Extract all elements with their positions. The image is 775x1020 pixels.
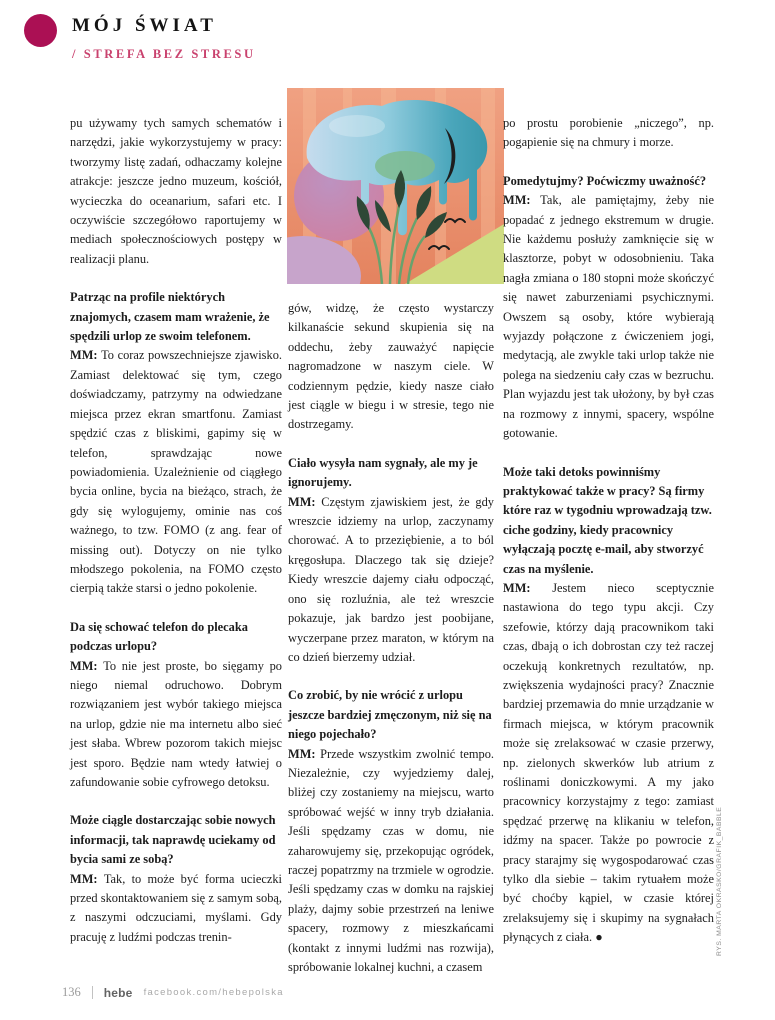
question-paragraph: Może ciągle dostarczając sobie nowych informacji, tak naprawdę uciekamy od bycia sami ze sobą? [70,813,276,867]
question-paragraph: Co zrobić, by nie wrócić z urlopu jeszcze bardziej zmęczonym, niż się na niego pojechało? [288,688,492,742]
footer-divider [92,986,93,999]
speaker-prefix: MM: [70,871,104,886]
answer-paragraph: MM: Jestem nieco sceptycznie nastawiona do tego typu akcji. Czy szefowie, którzy dają pracownikom taki czas, dbają o ich dobrostan czy też raczej oczekują konkretnych rezultatów, np. zwiększenia wydajności pracy? Znacznie bardziej przemawia do mnie urządzanie w firmach miejsca, w którym pracownik może się zrelaksować w czasie przerwy, np. zielonych skwerków lub atrium z roślinami doniczkowymi. A my jako pracownicy korzystajmy z tego: zamiast spędzać przerwę na klikaniu w telefon, idźmy na spacer. Także po powrocie z pracy starajmy się wygospodarować czas tylko dla siebie – takim rytuałem może być choćby kąpiel, w czasie której zrelaksujemy się i skupimy na sygnałach płynących z ciała. ● [503,580,714,945]
speaker-prefix: MM: [503,580,553,595]
plain-paragraph: po prostu porobienie „niczego”, np. pogapienie się na chmury i morze. [503,116,714,150]
answer-paragraph: MM: Przede wszystkim zwolnić tempo. Niezależnie, czy wyjedziemy dalej, bliżej czy zostaniemy na miejscu, warto spróbować wejść w inny tryb działania. Jeśli spędzamy czas w domu, nie zaharowujemy się, przekopując ogródek, raczej popatrzmy na trzmiele w ogrodzie. Jeśli spędzamy czas w domku na rajskiej plaży, dajmy sobie przestrzeń na leniwe spacery, rozmowy z mieszkańcami (kontakt z innymi ludźmi nas rozwija), spróbowanie lokalnej kuchni, a czasem [288,746,494,974]
section-dot-icon [24,14,57,47]
plain-paragraph: gów, widzę, że często wystarczy kilkanaście sekund skupienia się na oddechu, żeby zauważyć napięcie nagromadzone w naszym ciele. W codziennym pędzie, kiedy nasze ciało jest ciągle w biegu i w stresie, tego nie dostrzegamy. [288,301,494,432]
speaker-prefix: MM: [288,746,321,761]
answer-paragraph: MM: Tak, to może być forma ucieczki przed skontaktowaniem się z samym sobą, z naszymi odczuciami, myślami. Gdy pracuję z ludźmi podczas trenin- [70,871,282,944]
article-illustration [287,88,504,284]
text-column-3 [503,114,714,948]
page-footer [62,985,284,1000]
question-paragraph: Pomedytujmy? Poćwiczmy uważność? [503,173,707,188]
speaker-prefix: MM: [288,494,322,509]
abstract-illustration-graphic [287,88,504,284]
page-number: 136 [62,985,81,999]
facebook-url: facebook.com/hebepolska [143,987,284,998]
section-title: MÓJ ŚWIAT [72,15,217,36]
section-subtitle: / STREFA BEZ STRESU [72,47,256,61]
text-column-2 [288,299,494,977]
speaker-prefix: MM: [70,348,102,363]
question-paragraph: Patrząc na profile niektórych znajomych, czasem mam wrażenie, że spędzili urlop ze swoim telefonem. [70,290,270,344]
answer-paragraph: MM: Częstym zjawiskiem jest, że gdy wreszcie idziemy na urlop, zaczynamy chorować. A to przeziębienie, a to ból kręgosłupa. Dlaczego tak się dzieje? Kiedy wreszcie dajemy ciału odpocząć, ono się rozluźnia, ale też wreszcie pokazuje, jak bardzo jest poobijane, wyczerpane przez maraton, w którym na co dzień bierzemy udział. [288,494,494,664]
illustration-credit: RYS. MARTA OKRASKO/GRAFIK_BABBLE [716,806,723,956]
speaker-prefix: MM: [503,193,541,208]
question-paragraph: Da się schować telefon do plecaka podczas urlopu? [70,619,248,654]
speaker-prefix: MM: [70,658,104,673]
question-paragraph: Może taki detoks powinniśmy praktykować także w pracy? Są firmy które raz w tygodniu wprowadzają tzw. ciche godziny, kiedy pracownicy wyłączają pocztę e-mail, aby stworzyć czas na myślenie. [503,464,712,576]
answer-paragraph: MM: To nie jest proste, bo sięgamy po niego niemal odruchowo. Dobrym rozwiązaniem jest wybór takiego miejsca na urlop, gdzie nie ma internetu albo sieć jest słaba. Wbrew pozorom takich miejsc jest sporo. Będzie nam wtedy łatwiej o zafundowanie sobie cyfrowego detoksu. [70,658,282,789]
answer-paragraph: MM: To coraz powszechniejsze zjawisko. Zamiast delektować się tym, czego doświadczamy, patrzymy na odwiedzane miejsca przez ekran smartfonu. Zamiast spędzić czas z bliskimi, gapimy się w telefon, sprawdzając nowe powiadomienia. Uzależnienie od ciągłego bycia online, bycia na bieżąco, strach, że gdy się wylogujemy, ominie nas coś ważnego, to tzw. FOMO (z ang. fear of missing out). Dotyczy on nie tylko młodszego pokolenia, na FOMO często cierpią także starsi o jedno pokolenie. [70,348,282,596]
question-paragraph: Ciało wysyła nam sygnały, ale my je ignorujemy. [288,455,478,490]
answer-paragraph: MM: Tak, ale pamiętajmy, żeby nie popadać z jednego ekstremum w drugie. Nie każdemu posłuży zamknięcie się w klasztorze, pobyt w odosobnieniu. Taka nagła zmiana o 180 stopni może skończyć się nawet zaburzeniami psychicznymi. Owszem są osoby, które wybierają wyjazdy połączone z ćwiczeniem jogi, medytacją, ale zwykle taki urlop także nie polega na siedzeniu cały czas w bezruchu. Plan wyjazdu jest tak ułożony, by był czas na rozmowy z innymi, spacery, wspólne gotowanie. [503,193,714,441]
text-column-1 [70,114,282,947]
plain-paragraph: pu używamy tych samych schematów i narzędzi, jakie wykorzystujemy w pracy: tworzymy listę zadań, odhaczamy kolejne atrakcje: jeszcze jedno muzeum, kościół, wycieczka do oceanarium, safari etc. I oczywiście szczegółowo raportujemy w mediach społecznościowych postępy w realizacji planu. [70,116,282,266]
brand-logo: hebe [103,985,133,1000]
